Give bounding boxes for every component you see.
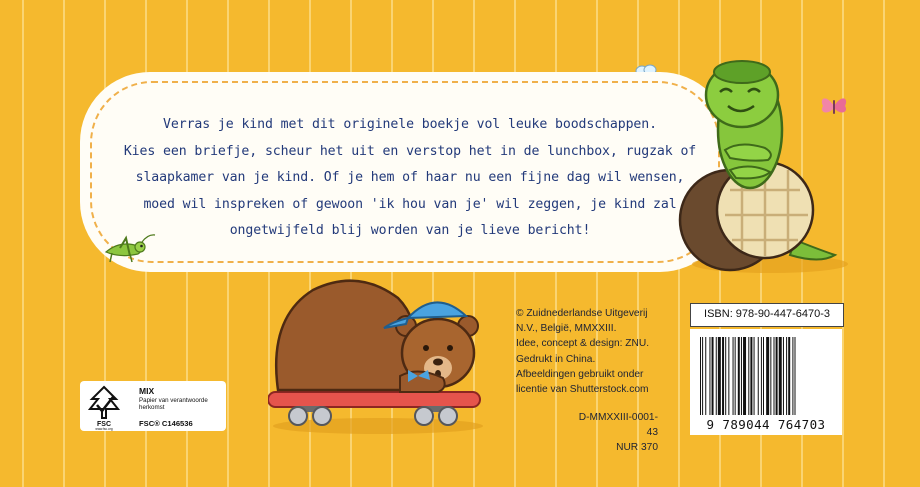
- barcode-bar: [725, 337, 726, 415]
- barcode-bar: [776, 337, 778, 415]
- imprint-line: Gedrukt in China.: [516, 353, 596, 365]
- barcode-bar: [748, 337, 749, 415]
- barcode-bar: [712, 337, 714, 415]
- barcode-bar: [733, 337, 734, 415]
- barcode-bar: [735, 337, 736, 415]
- barcode-bar: [718, 337, 721, 415]
- barcode-bar: [750, 337, 752, 415]
- blurb-line: Kies een briefje, scheur het uit en verstop het in de lunchbox, rugzak of: [123, 143, 697, 159]
- fsc-mix: MIX: [139, 386, 155, 396]
- barcode-bar: [709, 337, 710, 415]
- barcode-bar: [758, 337, 759, 415]
- barcode-bar: [783, 337, 784, 415]
- barcode-bar: [716, 337, 717, 415]
- barcode-bar: [770, 337, 771, 415]
- barcode-bars: [700, 337, 832, 415]
- imprint-line: Idee, concept & design: ZNU.: [516, 338, 650, 350]
- barcode-bar: [702, 337, 703, 415]
- isbn-label: ISBN: 978-90-447-6470-3: [704, 308, 830, 320]
- barcode-bar: [728, 337, 729, 415]
- imprint: [516, 306, 676, 397]
- blurb-text: [110, 112, 710, 245]
- imprint-line: © Zuidnederlandse Uitgeverij: [516, 308, 648, 319]
- barcode-bar: [761, 337, 762, 415]
- barcode-bar: [766, 337, 769, 415]
- fsc-site: www.fsc.org: [95, 427, 113, 431]
- barcode-bar: [705, 337, 706, 415]
- imprint-line: licentie van Shutterstock.com: [516, 384, 649, 396]
- legal-deposit-code: D-MMXXIII-0001-43: [578, 412, 658, 439]
- blurb-line: ongetwijfeld blij worden van je lieve bericht!: [229, 223, 591, 238]
- isbn-box: [690, 303, 844, 327]
- barcode-number: 9 789044 764703: [706, 417, 826, 432]
- fsc-code: FSC® C146536: [139, 419, 193, 428]
- barcode-bar: [741, 337, 742, 415]
- fsc-word: FSC: [97, 421, 111, 428]
- barcode-bar: [774, 337, 775, 415]
- blurb-line: slaapkamer van je kind. Of je hem of haar nu een fijne dag wil wensen,: [135, 170, 685, 185]
- barcode-bar: [763, 337, 764, 415]
- nur-code: NUR 370: [616, 442, 658, 454]
- blurb-line: Verras je kind met dit originele boekje vol leuke boodschappen.: [163, 117, 657, 132]
- barcode-bar: [722, 337, 724, 415]
- barcode-bar: [786, 337, 787, 415]
- barcode-bar: [792, 337, 793, 415]
- barcode-bar: [795, 337, 796, 415]
- barcode-bar: [743, 337, 746, 415]
- blurb-line: moed wil inspreken of gewoon 'ik hou van je' wil zeggen, je kind zal: [143, 196, 677, 212]
- barcode-bar: [738, 337, 740, 415]
- barcode-bar: [754, 337, 755, 415]
- barcode-bar: [779, 337, 782, 415]
- imprint-line: N.V., België, MMXXIII.: [516, 323, 617, 335]
- barcode-bar: [700, 337, 701, 415]
- barcode-bar: [788, 337, 790, 415]
- bear-on-skateboard-illustration: [268, 268, 488, 438]
- fsc-subtitle: Papier van verantwoorde herkomst: [139, 397, 208, 412]
- fsc-label: [80, 381, 226, 431]
- imprint-line: Afbeeldingen gebruikt onder: [516, 368, 644, 380]
- catalog-codes: [568, 410, 658, 456]
- barcode: [690, 329, 842, 435]
- fsc-tree-check-icon: [86, 385, 122, 421]
